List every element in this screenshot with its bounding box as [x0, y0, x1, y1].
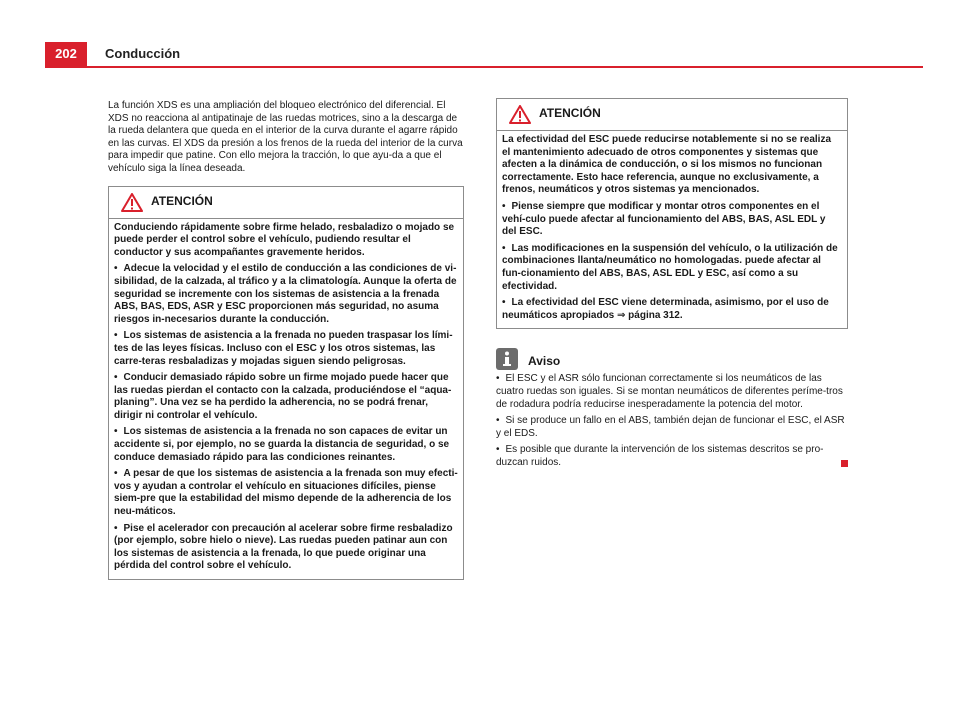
note-item: • Si se produce un fallo en el ABS, también dejan de funcionar el ESC, el ASR y el EDS.	[496, 415, 848, 440]
warning-item: • Pise el acelerador con precaución al acelerar sobre firme resbaladizo (por ejemplo, sobre hielo o nieve). Las ruedas pueden patinar aun con los sistemas de asistencia a la frenada, lo que puede originar una pérdida del control sobre el vehículo.	[114, 523, 458, 573]
end-of-section-marker	[841, 460, 848, 467]
warning-triangle-icon	[121, 193, 143, 217]
left-column	[108, 100, 464, 580]
warning-item: • Los sistemas de asistencia a la frenada no pueden traspasar los lími-tes de las leyes físicas. Incluso con el ESC y los otros sistemas, las carre-teras resbaladizas y mojadas siguen siendo peligrosas.	[114, 330, 458, 368]
warning-triangle-icon	[509, 105, 531, 129]
note-item: • El ESC y el ASR sólo funcionan correctamente si los neumáticos de las cuatro ruedas son iguales. Si se montan neumáticos de diferentes períme-tros de rodadura podría reducirse inesperadamente la potencia del motor.	[496, 373, 848, 411]
warning-lead: La efectividad del ESC puede reducirse notablemente si no se realiza el mantenimiento adecuado de otros componentes y sistemas que afecten a la dinámica de conducción, o si los mismos no funcionan correctamente. Esto hace referencia, aunque no exclusivamente, a frenos, neumáticos y otros sistemas ya mencionados.	[502, 134, 831, 196]
warning-item: • Los sistemas de asistencia a la frenada no son capaces de evitar un accidente si, por ejemplo, no se guarda la distancia de seguridad, o se conduce demasiado rápido para las condiciones reinantes.	[114, 426, 458, 464]
warning-item: • Adecue la velocidad y el estilo de conducción a las condiciones de vi-sibilidad, de la calzada, al tráfico y a la climatología. Aunque la oferta de seguridad se incremente con los sistemas de asistencia a la frenada ABS, BAS, EDS, ASR y ESC proporcionen más seguridad, no asuma riesgos in-necesarios durante la conducción.	[114, 263, 458, 326]
right-column	[496, 98, 848, 473]
page-number: 202	[45, 42, 87, 66]
warning-title: ATENCIÓN	[151, 193, 213, 208]
warning-item: • Las modificaciones en la suspensión del vehículo, o la utilización de combinaciones llanta/neumático no homologadas. puede afectar al fun-cionamiento del ABS, BAS, ASL EDL y ESC, así como a su efectividad.	[502, 243, 842, 293]
page-header	[45, 42, 923, 68]
warning-box-right	[496, 98, 848, 329]
note-item-text: Es posible que durante la intervención de los sistemas descritos se pro-duzcan ruidos.	[496, 444, 824, 468]
warning-item: • Piense siempre que modificar y montar otros componentes en el vehí-culo puede afectar al funcionamiento del ABS, BAS, ASL EDL y del ESC.	[502, 201, 842, 239]
section-title: Conducción	[105, 46, 181, 61]
warning-item: • A pesar de que los sistemas de asistencia a la frenada son muy efecti-vos y ayudan a controlar el vehículo en situaciones difíciles, piense siem-pre que la estabilidad del mismo depende de la adherencia de los neu-máticos.	[114, 468, 458, 518]
warning-item: • Conducir demasiado rápido sobre un firme mojado puede hacer que las ruedas pierdan el contacto con la calzada, produciéndose el “aqua-planing”. Una vez se ha perdido la adherencia, no se podrá frenar, dirigir ni controlar el vehículo.	[114, 372, 458, 422]
warning-header	[109, 187, 463, 219]
warning-box-left	[108, 186, 464, 580]
warning-body	[109, 219, 463, 579]
note-item	[496, 444, 848, 469]
warning-header	[497, 99, 847, 131]
note-header	[496, 347, 848, 373]
intro-paragraph: La función XDS es una ampliación del bloqueo electrónico del diferencial. El XDS no reacciona al antipatinaje de las ruedas motrices, sino a la descarga de la rueda delantera que queda en el interior de la curva durante el agarre rápido en las curvas. El XDS da presión a los frenos de la rueda del interior de la curva para impedir que patine. Con ello mejora la tracción, lo que ayu-da a que el vehículo siga la línea deseada.	[108, 100, 463, 174]
info-note-icon	[496, 348, 518, 370]
warning-lead: Conduciendo rápidamente sobre firme helado, resbaladizo o mojado se puede perder el control sobre el vehículo, pudiendo resultar el conductor y sus acompañantes gravemente heridos.	[114, 221, 455, 258]
warning-body	[497, 131, 847, 328]
warning-title: ATENCIÓN	[539, 106, 601, 120]
note-title: Aviso	[528, 354, 561, 369]
note-body	[496, 373, 848, 469]
warning-item: • La efectividad del ESC viene determinada, asimismo, por el uso de neumáticos apropiados ⇒ página 312.	[502, 297, 842, 322]
